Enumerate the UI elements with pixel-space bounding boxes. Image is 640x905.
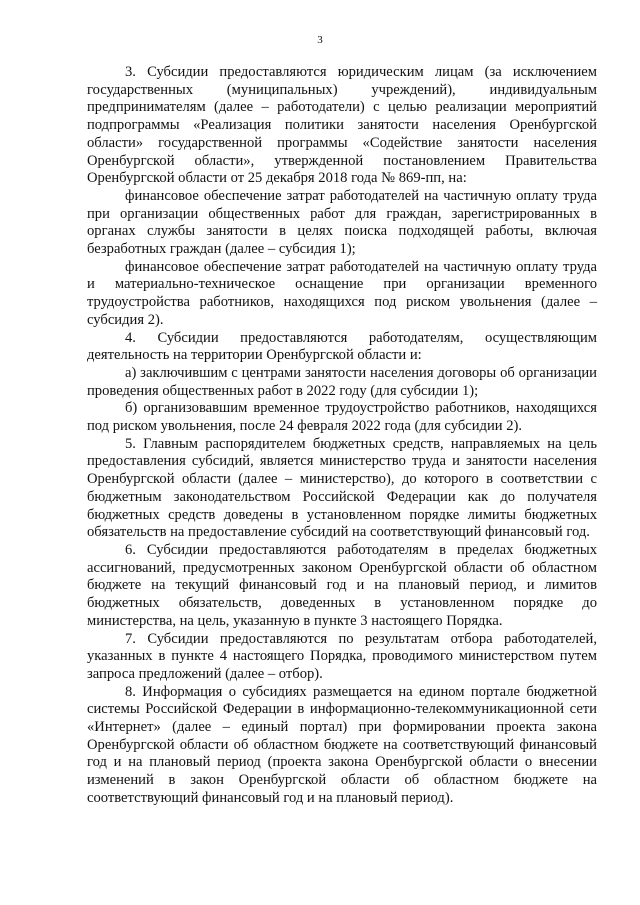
paragraph-3-item-subsidy-1: финансовое обеспечение затрат работодателей на частичную оплату труда при организации общественных работ для граждан, зарегистрированных в органах службы занятости в целях поиска подходящей работы, включая безработных граждан (далее – субсидия 1); [87,187,597,258]
paragraph-4-item-b: б) организовавшим временное трудоустройство работников, находящихся под риском увольнения, после 24 февраля 2022 года (для субсидии 2). [87,400,597,435]
paragraph-4-item-a: а) заключившим с центрами занятости населения договоры об организации проведения общественных работ в 2022 году (для субсидии 1); [87,364,597,399]
page-number: 3 [317,34,323,46]
paragraph-7: 7. Субсидии предоставляются по результатам отбора работодателей, указанных в пункте 4 настоящего Порядка, проводимого министерством путем запроса предложений (далее – отбор). [87,630,597,682]
paragraph-8: 8. Информация о субсидиях размещается на едином портале бюджетной системы Российской Федерации в информационно-телекоммуникационной сети «Интернет» (далее – единый портал) при формировании проекта закона Оренбургской области об областном бюджете на соответствующий финансовый год и на плановый период (проекта закона Оренбургской области о внесении изменений в закон Оренбургской области об областном бюджете на соответствующий финансовый год и на плановый период). [87,683,597,806]
paragraph-4: 4. Субсидии предоставляются работодателям, осуществляющим деятельность на территории Оренбургской области и: [87,329,597,364]
paragraph-6: 6. Субсидии предоставляются работодателям в пределах бюджетных ассигнований, предусмотренных законом Оренбургской области об областном бюджете на текущий финансовый год и на плановый период, и лимитов бюджетных обязательств, доведенных в установленном порядке до министерства, на цель, указанную в пункте 3 настоящего Порядка. [87,541,597,629]
paragraph-5: 5. Главным распорядителем бюджетных средств, направляемых на цель предоставления субсидий, является министерство труда и занятости населения Оренбургской области (далее – министерство), до которого в соответствии с бюджетным законодательством Российской Федерации как до получателя бюджетных средств доведены в установленном порядке лимиты бюджетных обязательств на предоставление субсидий на соответствующий финансовый год. [87,435,597,541]
document-body [87,64,597,808]
paragraph-3: 3. Субсидии предоставляются юридическим лицам (за исключением государственных (муниципальных) учреждений), индивидуальным предпринимателям (далее – работодатели) с целью реализации мероприятий подпрограммы «Реализация политики занятости населения Оренбургской области» государственной программы «Содействие занятости населения Оренбургской области», утвержденной постановлением Правительства Оренбургской области от 25 декабря 2018 года № 869-пп, на: [87,64,597,187]
paragraph-3-item-subsidy-2: финансовое обеспечение затрат работодателей на частичную оплату труда и материально-техническое оснащение при организации временного трудоустройства работников, находящихся под риском увольнения (далее – субсидия 2). [87,258,597,328]
